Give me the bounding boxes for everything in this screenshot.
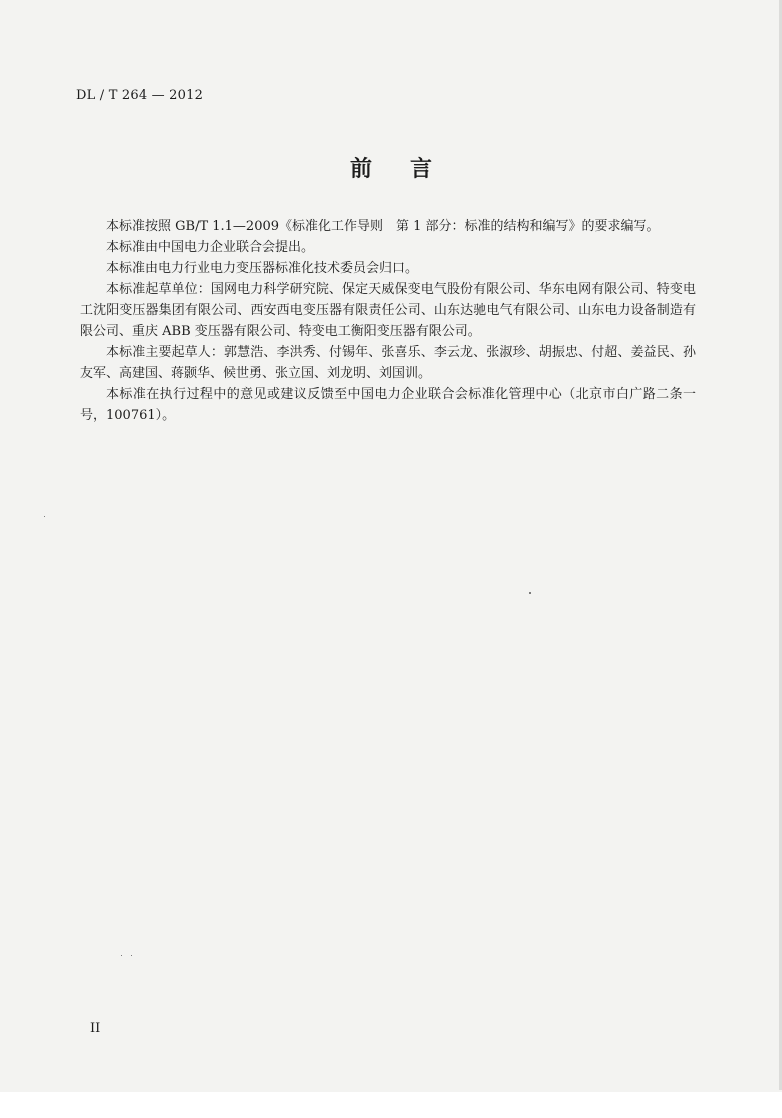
paragraph-feedback: 本标准在执行过程中的意见或建议反馈至中国电力企业联合会标准化管理中心（北京市白广路二条一号，100761）。 <box>80 387 696 423</box>
scan-bottom-band <box>0 1092 782 1118</box>
page-title: 前言 <box>349 157 470 182</box>
foreword-body <box>80 216 696 426</box>
standard-code: DL / T 264 — 2012 <box>76 88 204 103</box>
scan-speck <box>529 592 531 594</box>
paragraph-drafting-units: 本标准起草单位：国网电力科学研究院、保定天威保变电气股份有限公司、华东电网有限公司、特变电工沈阳变压器集团有限公司、西安西电变压器有限责任公司、山东达驰电气有限公司、山东电力设备制造有限公司、重庆 ABB 变压器有限公司、特变电工衡阳变压器有限公司。 <box>80 282 696 339</box>
paragraph-drafters: 本标准主要起草人：郭慧浩、李洪秀、付锡年、张喜乐、李云龙、张淑珍、胡振忠、付超、姜益民、孙友军、高建国、蒋颢华、候世勇、张立国、刘龙明、刘国训。 <box>80 345 696 381</box>
scan-speck <box>44 516 45 517</box>
scan-speck <box>131 955 132 956</box>
paragraph-drafting-rules: 本标准按照 GB/T 1.1—2009《标准化工作导则 第 1 部分：标准的结构和编写》的要求编写。 <box>106 219 660 234</box>
paragraph-proposer: 本标准由中国电力企业联合会提出。 <box>106 240 315 255</box>
page-number: II <box>90 1021 101 1036</box>
scan-speck <box>121 955 122 956</box>
paragraph-committee: 本标准由电力行业电力变压器标准化技术委员会归口。 <box>106 261 419 276</box>
